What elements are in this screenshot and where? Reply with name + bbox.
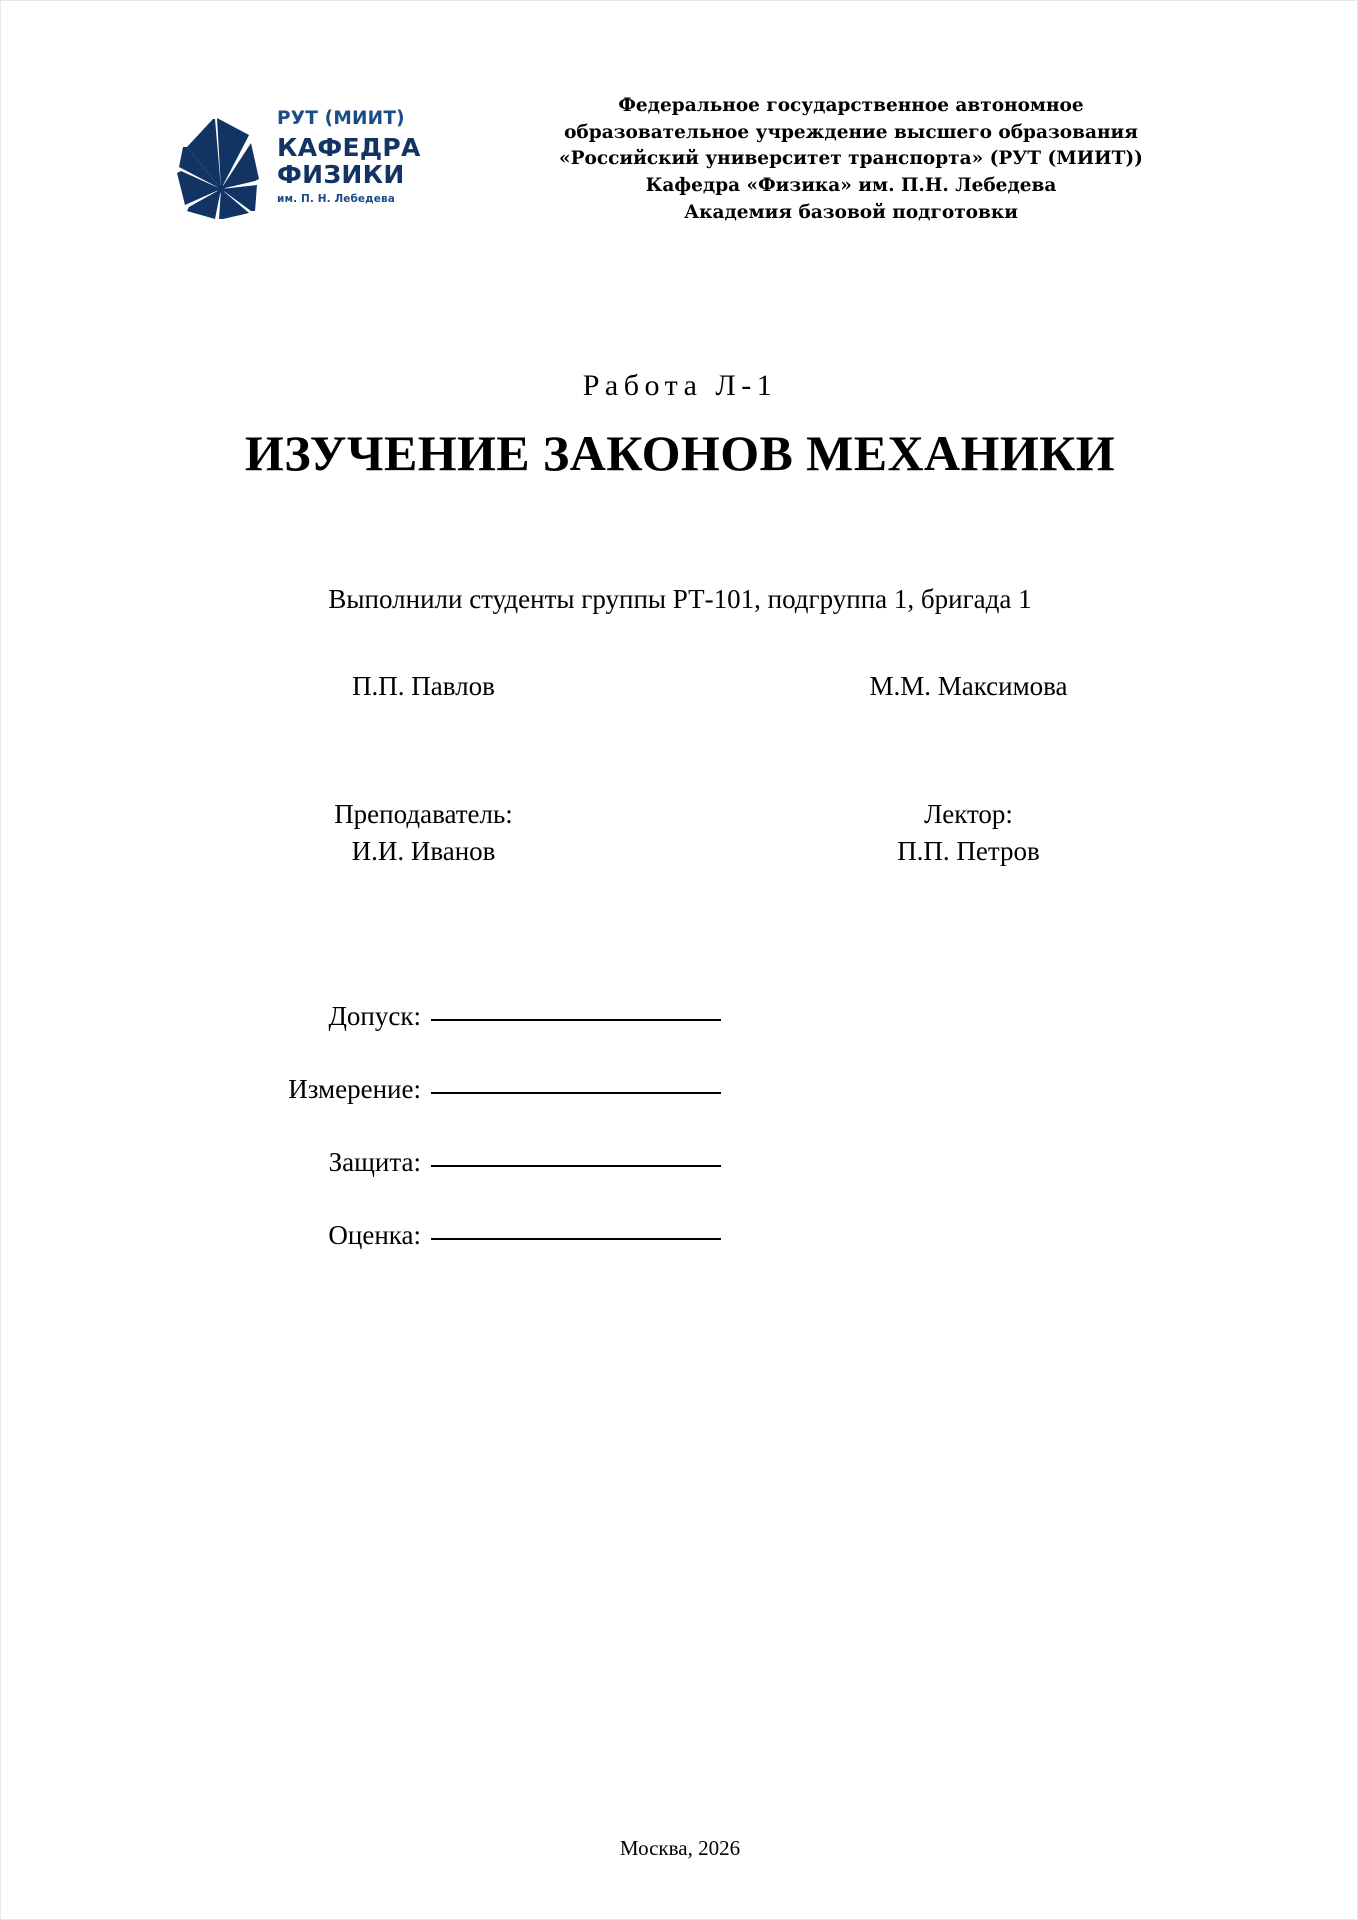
org-line-4: Кафедра «Физика» им. П.Н. Лебедева — [645, 174, 1057, 196]
logo-line-kafedra: КАФЕДРА — [277, 133, 421, 163]
lecturer-column — [696, 796, 1241, 870]
blank-rule-dopusk[interactable] — [431, 1018, 721, 1021]
logo-line-lebedev: им. П. Н. Лебедева — [277, 193, 395, 206]
logo-line-fiziki: ФИЗИКИ — [277, 160, 405, 190]
blank-label-otsenka: Оценка: — [328, 1220, 421, 1250]
org-line-5: Академия базовой подготовки — [684, 201, 1018, 223]
group-line: Выполнили студенты группы РТ-101, подгруппа 1, бригада 1 — [328, 584, 1032, 614]
teacher-column — [151, 796, 696, 870]
organization-heading — [471, 93, 1231, 226]
logo-line-rut-miit: РУТ (МИИТ) — [277, 108, 405, 129]
students-row — [151, 671, 1241, 702]
signature-blanks — [1, 1001, 721, 1293]
blank-row-zashchita — [1, 1147, 721, 1178]
lecturer-name: П.П. Петров — [897, 835, 1040, 866]
org-line-3: «Российский университет транспорта» (РУТ (МИИТ)) — [559, 148, 1143, 170]
org-line-2: образовательное учреждение высшего образования — [564, 121, 1138, 143]
footer-place-year: Москва, 2026 — [619, 1836, 741, 1860]
teacher-role-label: Преподаватель: — [334, 799, 513, 829]
blank-rule-izmerenie[interactable] — [431, 1091, 721, 1094]
blank-row-dopusk — [1, 1001, 721, 1032]
pinwheel-logo-icon — [169, 107, 269, 219]
page-title: ИЗУЧЕНИЕ ЗАКОНОВ МЕХАНИКИ — [244, 425, 1116, 481]
org-line-1: Федеральное государственное автономное — [618, 95, 1084, 116]
student-name-left: П.П. Павлов — [352, 671, 495, 701]
blank-rule-zashchita[interactable] — [431, 1164, 721, 1167]
lecturer-role-label: Лектор: — [924, 799, 1013, 829]
blank-label-zashchita: Защита: — [328, 1147, 421, 1177]
work-number: Работа Л-1 — [582, 369, 778, 402]
header-band — [1, 93, 1358, 243]
blank-row-otsenka — [1, 1220, 721, 1251]
blank-label-dopusk: Допуск: — [328, 1001, 421, 1031]
staff-row — [151, 796, 1241, 870]
blank-label-izmerenie: Измерение: — [288, 1074, 421, 1104]
student-name-right: М.М. Максимова — [869, 671, 1068, 701]
blank-rule-otsenka[interactable] — [431, 1237, 721, 1240]
teacher-name: И.И. Иванов — [351, 835, 496, 866]
university-logo — [169, 103, 509, 235]
blank-row-izmerenie — [1, 1074, 721, 1105]
